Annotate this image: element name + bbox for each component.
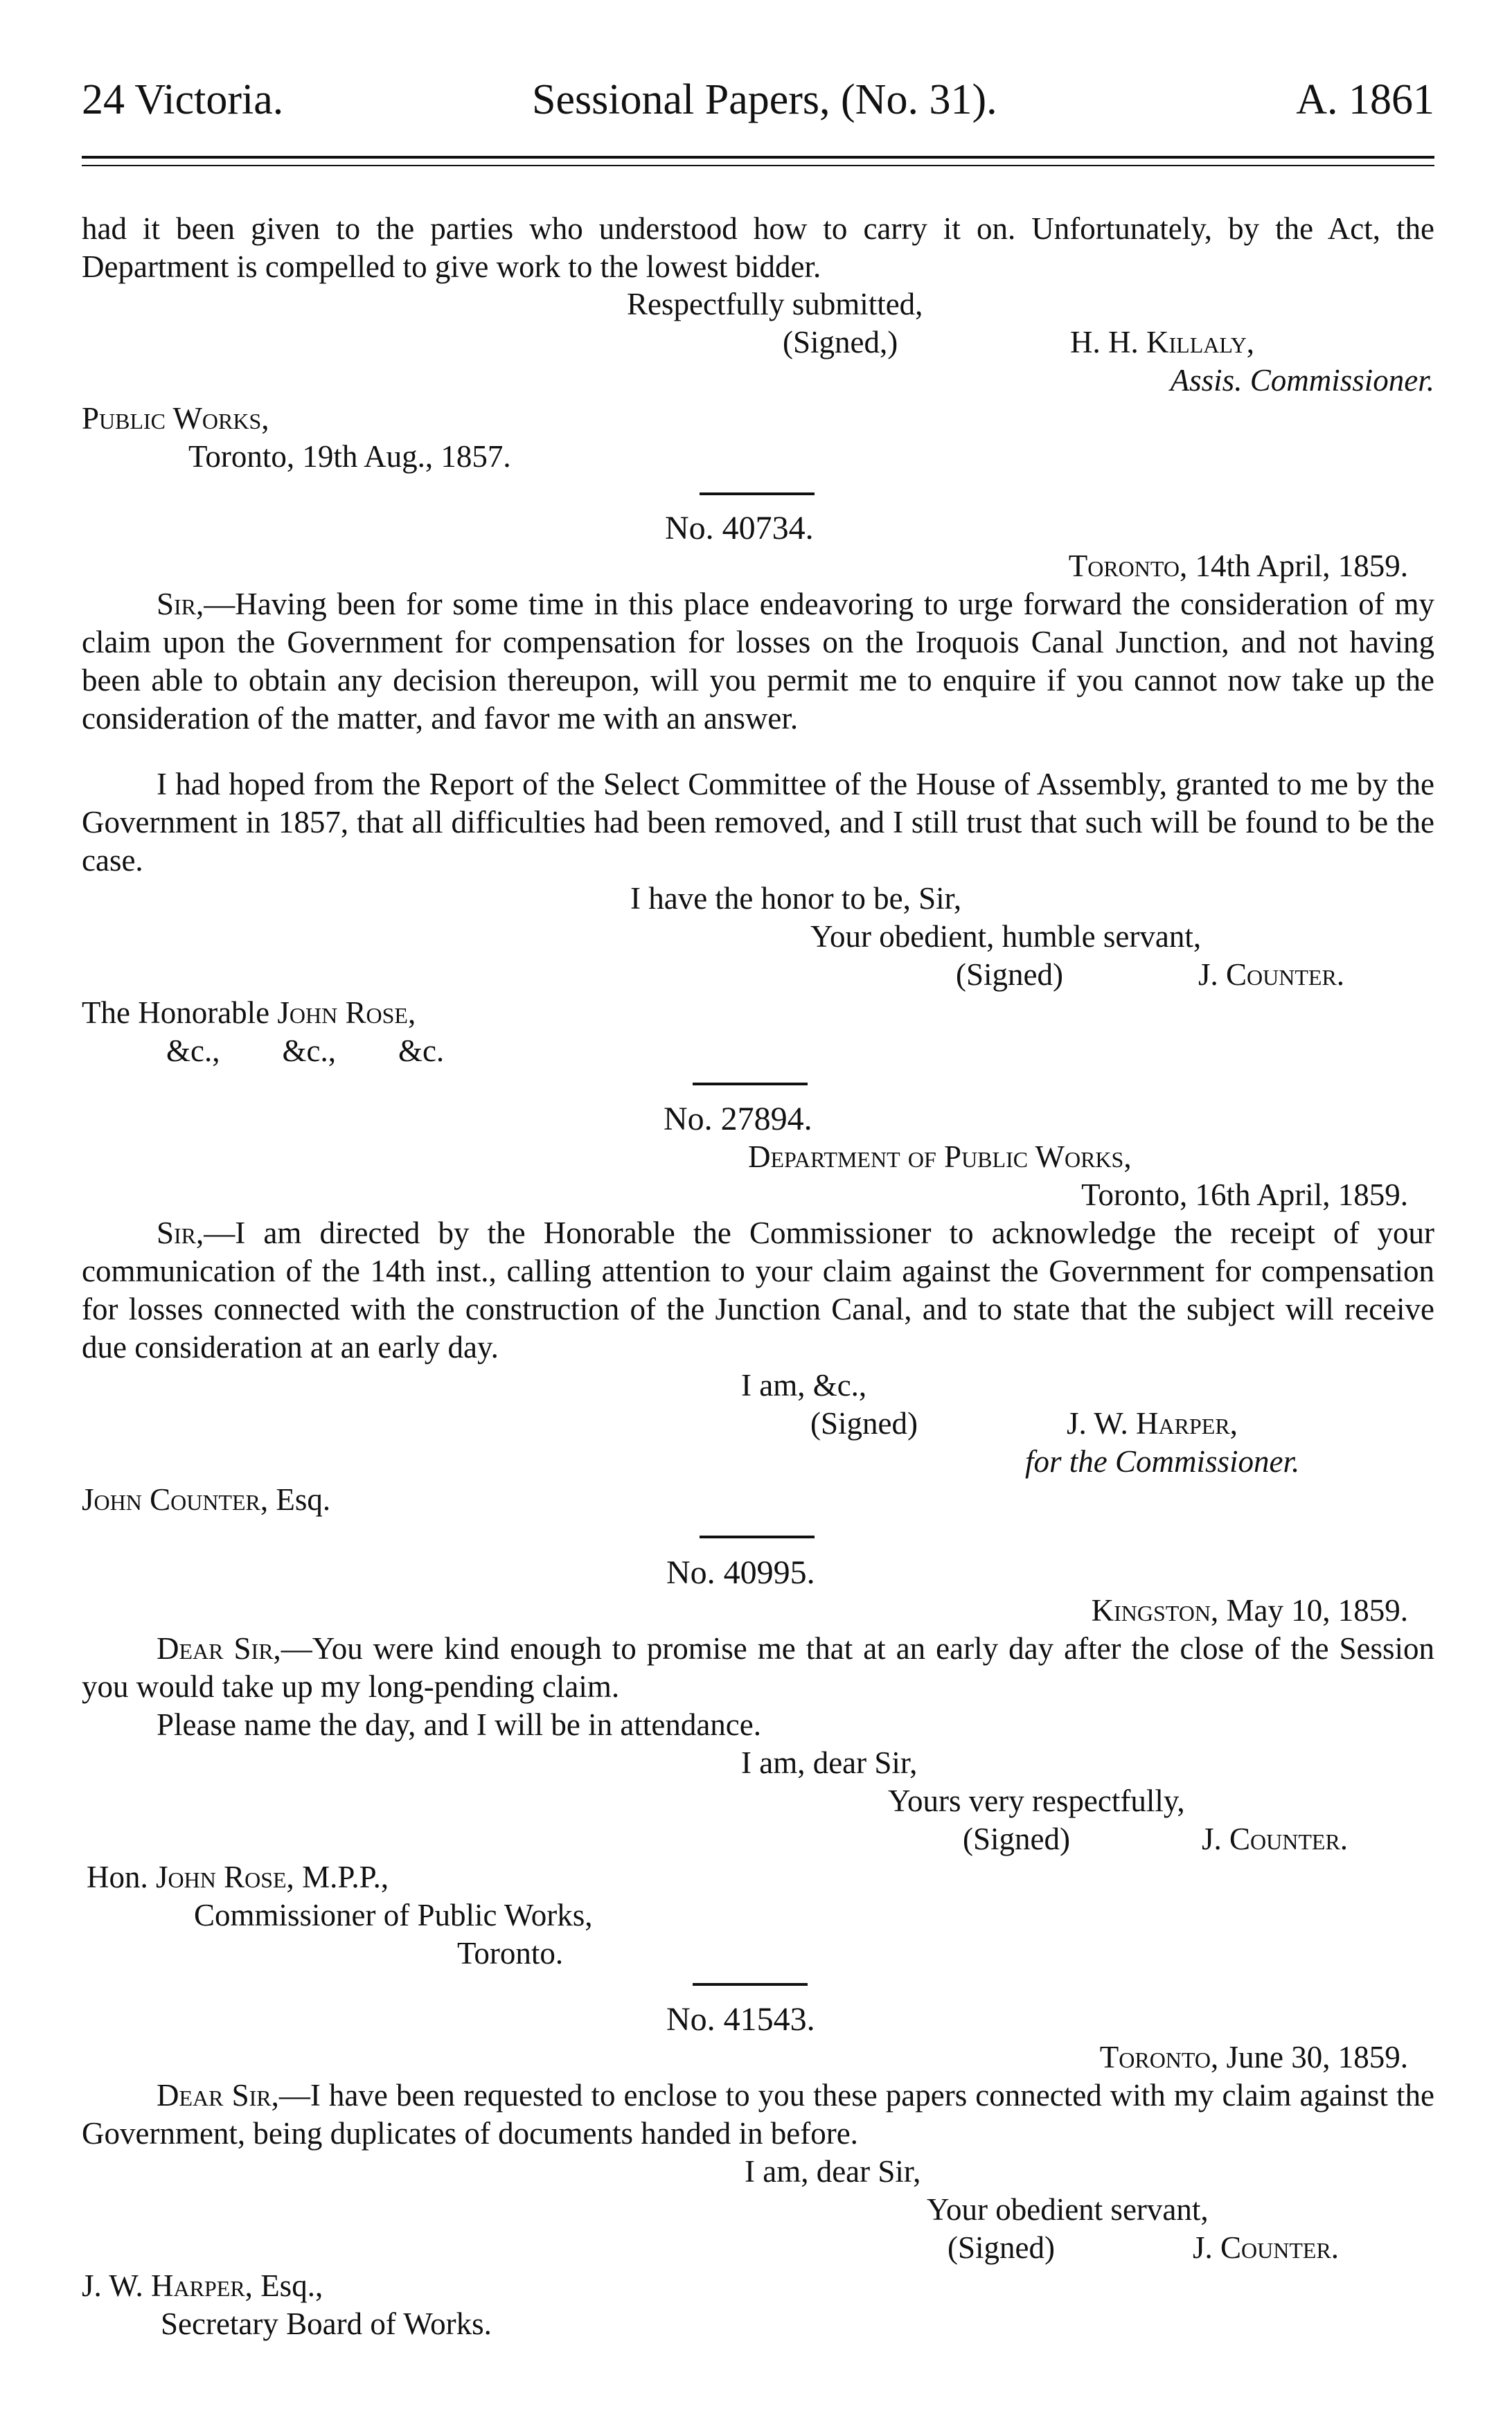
letter1-signer: H. H. Killaly,: [1070, 325, 1255, 359]
letter1-signed: (Signed,): [783, 325, 898, 359]
letter5-addressee: J. W. Harper, Esq.,: [82, 2268, 323, 2303]
letter1-closing: Respectfully submitted,: [627, 287, 923, 321]
letter4-addressee-city: Toronto.: [457, 1936, 564, 1971]
letter2-addressee-etc: &c., &c., &c.: [166, 1033, 445, 1068]
letter2-closing1: I have the honor to be, Sir,: [630, 881, 962, 916]
header-rule-thin: [82, 165, 1434, 166]
letter1-signer-title: Assis. Commissioner.: [1170, 363, 1434, 398]
letter5-closing1: I am, dear Sir,: [745, 2154, 921, 2189]
letter4-closing1: I am, dear Sir,: [741, 1745, 918, 1780]
letter3-addressee: John Counter, Esq.: [82, 1482, 331, 1517]
letter2-signer: J. Counter.: [1198, 957, 1345, 992]
letter4-dateline: Kingston, May 10, 1859.: [1091, 1593, 1408, 1628]
letter3-signer-title: for the Commissioner.: [1025, 1444, 1300, 1479]
letter5-signed: (Signed): [948, 2230, 1055, 2265]
letter2-addressee: The Honorable John Rose,: [82, 995, 416, 1030]
letter3-closing: I am, &c.,: [741, 1368, 867, 1403]
letter1-place-dept: Public Works,: [82, 401, 269, 436]
letter4-number: No. 40995.: [666, 1554, 815, 1591]
header-title: Sessional Papers, (No. 31).: [532, 76, 997, 123]
letter2-para2: I had hoped from the Report of the Select Committee of the House of Assembly, granted to me by the Government in 1857, that all difficulties had been removed, and I still trust that such will be found to be the case.: [82, 767, 1434, 878]
section-separator: [693, 1983, 808, 1986]
header-rule-thick: [82, 156, 1434, 159]
header-session: 24 Victoria.: [82, 76, 284, 123]
letter2-para1: Sir,—Having been for some time in this place endeavoring to urge forward the consideration of my claim upon the Government for compensation for losses on the Iroquois Canal Junction, and not having been able to obtain any decision thereupon, will you permit me to enquire if you cannot now take up the consideration of the matter, and favor me with an answer.: [82, 587, 1434, 736]
letter2-signed: (Signed): [956, 957, 1063, 992]
letter5-dateline: Toronto, June 30, 1859.: [1099, 2040, 1408, 2074]
letter4-closing2: Yours very respectfully,: [888, 1784, 1185, 1818]
letter3-signer: J. W. Harper,: [1067, 1406, 1238, 1441]
letter3-signed: (Signed): [810, 1406, 918, 1441]
header-year: A. 1861: [1296, 76, 1434, 123]
letter5-signer: J. Counter.: [1193, 2230, 1340, 2265]
section-separator: [700, 492, 815, 495]
letter3-department: Department of Public Works,: [748, 1139, 1132, 1174]
letter4-addressee-title: Commissioner of Public Works,: [194, 1898, 593, 1932]
letter5-closing2: Your obedient servant,: [927, 2192, 1209, 2227]
letter2-number: No. 40734.: [665, 510, 814, 546]
letter2-dateline: Toronto, 14th April, 1859.: [1068, 549, 1408, 583]
letter5-addressee-title: Secretary Board of Works.: [161, 2306, 492, 2341]
letter5-number: No. 41543.: [666, 2001, 815, 2038]
letter1-place-date: Toronto, 19th Aug., 1857.: [188, 439, 511, 474]
letter3-number: No. 27894.: [664, 1101, 812, 1137]
section-separator: [693, 1083, 808, 1085]
letter5-body: Dear Sir,—I have been requested to enclose to you these papers connected with my claim against the Government, being duplicates of documents handed in before.: [82, 2078, 1434, 2151]
letter4-signed: (Signed): [963, 1822, 1070, 1856]
letter4-para2: Please name the day, and I will be in attendance.: [157, 1707, 761, 1742]
letter4-signer: J. Counter.: [1202, 1822, 1349, 1856]
letter3-body: Sir,—I am directed by the Honorable the Commissioner to acknowledge the receipt of your communication of the 14th inst., calling attention to your claim against the Government for compensation for losses connected with the construction of the Junction Canal, and to state that the subject will receive due consideration at an early day.: [82, 1216, 1434, 1364]
page-header: [82, 75, 1434, 125]
section-separator: [700, 1536, 815, 1538]
letter4-addressee: Hon. John Rose, M.P.P.,: [87, 1860, 389, 1894]
letter2-closing2: Your obedient, humble servant,: [810, 919, 1202, 954]
letter3-dateline: Toronto, 16th April, 1859.: [1081, 1177, 1408, 1212]
letter4-para1: Dear Sir,—You were kind enough to promise me that at an early day after the close of the Session you would take up my long-pending claim.: [82, 1631, 1435, 1704]
letter1-body: had it been given to the parties who understood how to carry it on. Unfortunately, by the Act, the Department is compelled to give work to the lowest bidder.: [82, 211, 1434, 284]
